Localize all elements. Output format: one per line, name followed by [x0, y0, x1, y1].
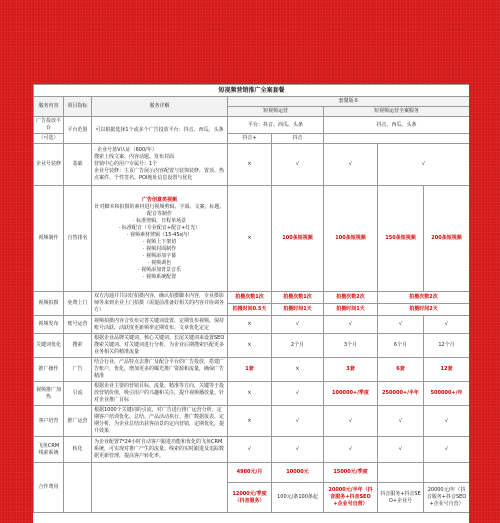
shoot-time-3: 拍摄时间1天: [324, 304, 378, 316]
fee-row1-4: [378, 463, 424, 483]
indicator-publish: 账号运营: [64, 316, 92, 334]
indicator-paid: 引流: [64, 382, 92, 406]
header-package-plan: 套餐版本: [228, 97, 470, 107]
mark-crm-1: √: [228, 437, 272, 463]
fee-row1-1: 4980元/月: [228, 463, 272, 483]
detail-customers: 根据1000个关键词的引流，对广告进行推广运营分析，定期客户培训优化、总结、产品活动执行、推广数据报表、定期分析，为企业总结出获客前景的定向营销，定期优化，提升效果: [92, 406, 228, 437]
detail-publish: 视频拍摄内容合发布完善关键词设置，定期发布视频，保持账号活跃、活跃度更新频率定期发布、文章优化定定: [92, 316, 228, 334]
header-tier-1: 短视频运营: [228, 107, 324, 117]
shoot-time-4: 拍摄时间2天: [378, 304, 470, 316]
col-douyin-plus: 抖音+: [228, 134, 272, 144]
value-paid-4: 250000+/半年: [378, 382, 424, 406]
pricing-table: [33, 84, 469, 513]
shoot-count-2: 拍摄次数1次: [272, 292, 324, 304]
value-paid-2: √: [272, 382, 324, 406]
value-keyword-2: 2个月: [272, 334, 324, 358]
value-ads-4: 6套: [378, 358, 424, 382]
mark-account-4: √: [378, 144, 470, 186]
indicator-fees: [64, 463, 92, 513]
row-name-ads: 推广操作: [34, 358, 64, 382]
mark-publish-2: √: [272, 316, 324, 334]
value-paid-5: 500000+/年: [424, 382, 470, 406]
indicator-production: 自然排名: [64, 186, 92, 292]
mark-customers-4: √: [378, 406, 424, 437]
mark-publish-4: √: [378, 316, 424, 334]
row-name-customers: 客户培育: [34, 406, 64, 437]
value-production-5: 200条短视频: [424, 186, 470, 292]
value-keyword-1: ×: [228, 334, 272, 358]
value-ads-3: 3套: [324, 358, 378, 382]
value-production-1: ×: [228, 186, 272, 292]
detail-crm: 为企业配置7*24小时自动客户跟进功能和优化的飞鱼CRM系统，可实现对推广产生的流量、线索的实时跟进及追踪数据更新管理，提高客户转化率。: [92, 437, 228, 463]
row-name-crm: 飞鱼CRM线索系统: [34, 437, 64, 463]
value-ads-1: 1套: [228, 358, 272, 382]
shoot-time-2: 拍摄时间1天: [272, 304, 324, 316]
value-ads-5: 12套: [424, 358, 470, 382]
indicator-customers: 推广运营: [64, 406, 92, 437]
detail-ad-platform: 可以根据选择1个或多个广告投放平台：抖音、西瓜、头条: [92, 117, 228, 144]
header-service-detail: 服务详解: [92, 97, 228, 117]
col-douyin: 抖音: [272, 134, 324, 144]
fee-row1-5: [424, 463, 470, 483]
value-production-3: 100条短视频: [324, 186, 378, 292]
mark-publish-5: √: [424, 316, 470, 334]
header-service-content: 服务内容: [34, 97, 64, 117]
row-name-shooting: 视频拍摄: [34, 292, 64, 316]
shoot-count-4: 拍摄次数2次: [378, 292, 470, 304]
mark-crm-5: √: [424, 437, 470, 463]
mark-crm-2: √: [272, 437, 324, 463]
col-platforms-b-sub: [324, 134, 470, 144]
mark-customers-5: √: [424, 406, 470, 437]
row-optional-label: （可选）: [34, 134, 64, 144]
mark-customers-1: ×: [228, 406, 272, 437]
indicator-ads: 广告: [64, 358, 92, 382]
indicator-account: 基础: [64, 144, 92, 186]
detail-production: 广告创意类视频 针对脚本和拍摄的素材进行视频剪辑、字幕、文案、标题、配音等制作 · 标准剪辑，日程单场景 · 标准配音（专业配音+配音+灯光） · 视频素材剪辑（15-45s内） · 视频上下架切 · 视频封面制作 · 视频添加字幕 · 视频调色 · 视频添加背景音乐 · 视频系统配置: [92, 186, 228, 292]
detail-fees: [92, 463, 228, 513]
indicator-ad-platform: 平台范围: [64, 117, 92, 144]
header-project-indicator: 项目指标: [64, 97, 92, 117]
indicator-keyword: 搜索: [64, 334, 92, 358]
row-name-production: 视频制作: [34, 186, 64, 292]
fee-row1-2: 10000元: [272, 463, 324, 483]
fee-row2-5: 20000元/年（抖音服务+抖音SEO+企业号自营）: [424, 483, 470, 513]
shoot-count-1: 拍摄次数1次: [228, 292, 272, 304]
row-name-fees: 合作费用: [34, 463, 64, 513]
row-name-keyword: 关键词优化: [34, 334, 64, 358]
value-production-2: 100条短视频: [272, 186, 324, 292]
detail-ads: 结合行业，产品特点去推广及配合平台的广告投放，搭建广告账户，优化，增加更多的曝光推广资源和流量，确保广告精准: [92, 358, 228, 382]
mark-crm-3: √: [324, 437, 378, 463]
row-name-ad-platform: 广告投放平台: [34, 117, 64, 134]
mark-account-2: √: [272, 144, 324, 186]
shoot-time-1: 拍摄时间0.5天: [228, 304, 272, 316]
mark-account-3: √: [324, 144, 378, 186]
detail-account: · 企业号蓝V认证（600/年） 搜索上线文案、内容话题、发布封面 营销中心的用户专属号：1个 企业号装修：主页广告展示内容配置与装饰装修，置顶、热点案件、个性签名、POI地址信息设置与优化: [92, 144, 228, 186]
fee-row2-3: 20000元/半年（抖音服务+抖音SEO+企业号自营）: [324, 483, 378, 513]
mark-publish-3: √: [324, 316, 378, 334]
indicator-crm: 转化: [64, 437, 92, 463]
value-production-4: 150条短视频: [378, 186, 424, 292]
fee-row2-4: 抖音服务+抖音SEO+企业号: [378, 483, 424, 513]
detail-keyword: 根据企业品牌关键词、核心关键词、长尾关键词来设置SEO搜索关键词、对关键词进行分析，为企业后期搜索匹配更多业务相关的精准流量: [92, 334, 228, 358]
platforms-a: 平台：抖音、西瓜、头条: [228, 117, 324, 134]
mark-customers-3: √: [324, 406, 378, 437]
fee-row2-1: 12000元/季度（抖音服务）: [228, 483, 272, 513]
platforms-b: 抖音、西瓜、头条: [324, 117, 470, 134]
mark-customers-2: √: [272, 406, 324, 437]
shoot-count-3: 拍摄次数2次: [324, 292, 378, 304]
value-keyword-4: 6个月: [378, 334, 424, 358]
indicator-shooting: 免费上门: [64, 292, 92, 316]
row-name-paid: 视频推广加热: [34, 382, 64, 406]
detail-paid: 根据企业主要的营销目标，流量、精准等方向，关键等于投放营销价值，吸引用户的兴趣和关注，提升视频播放量。针对企业推广目标: [92, 382, 228, 406]
detail-shooting: 双方沟通并共识好拍摄内容，确认拍摄脚本内容，专业摄影师等来到企业上门拍摄（需提前准备好相关的内容并协调各方）: [92, 292, 228, 316]
row-name-account: 企业号装修: [34, 144, 64, 186]
value-keyword-5: 12个月: [424, 334, 470, 358]
header-tier-2: 短视频运营全案服务: [324, 107, 470, 117]
mark-publish-1: ×: [228, 316, 272, 334]
table-title: 短视频营销推广全案套餐: [34, 85, 470, 97]
value-keyword-3: 3个月: [324, 334, 378, 358]
fee-row2-2: 100元/条100条起: [272, 483, 324, 513]
value-ads-2: ×: [272, 358, 324, 382]
fee-row1-3: 15000元/季度: [324, 463, 378, 483]
pricing-document: [33, 84, 469, 523]
row-name-publish: 视频发布: [34, 316, 64, 334]
mark-account-1: ×: [228, 144, 272, 186]
value-paid-3: 100000+/季度: [324, 382, 378, 406]
value-paid-1: ×: [228, 382, 272, 406]
mark-crm-4: √: [378, 437, 424, 463]
